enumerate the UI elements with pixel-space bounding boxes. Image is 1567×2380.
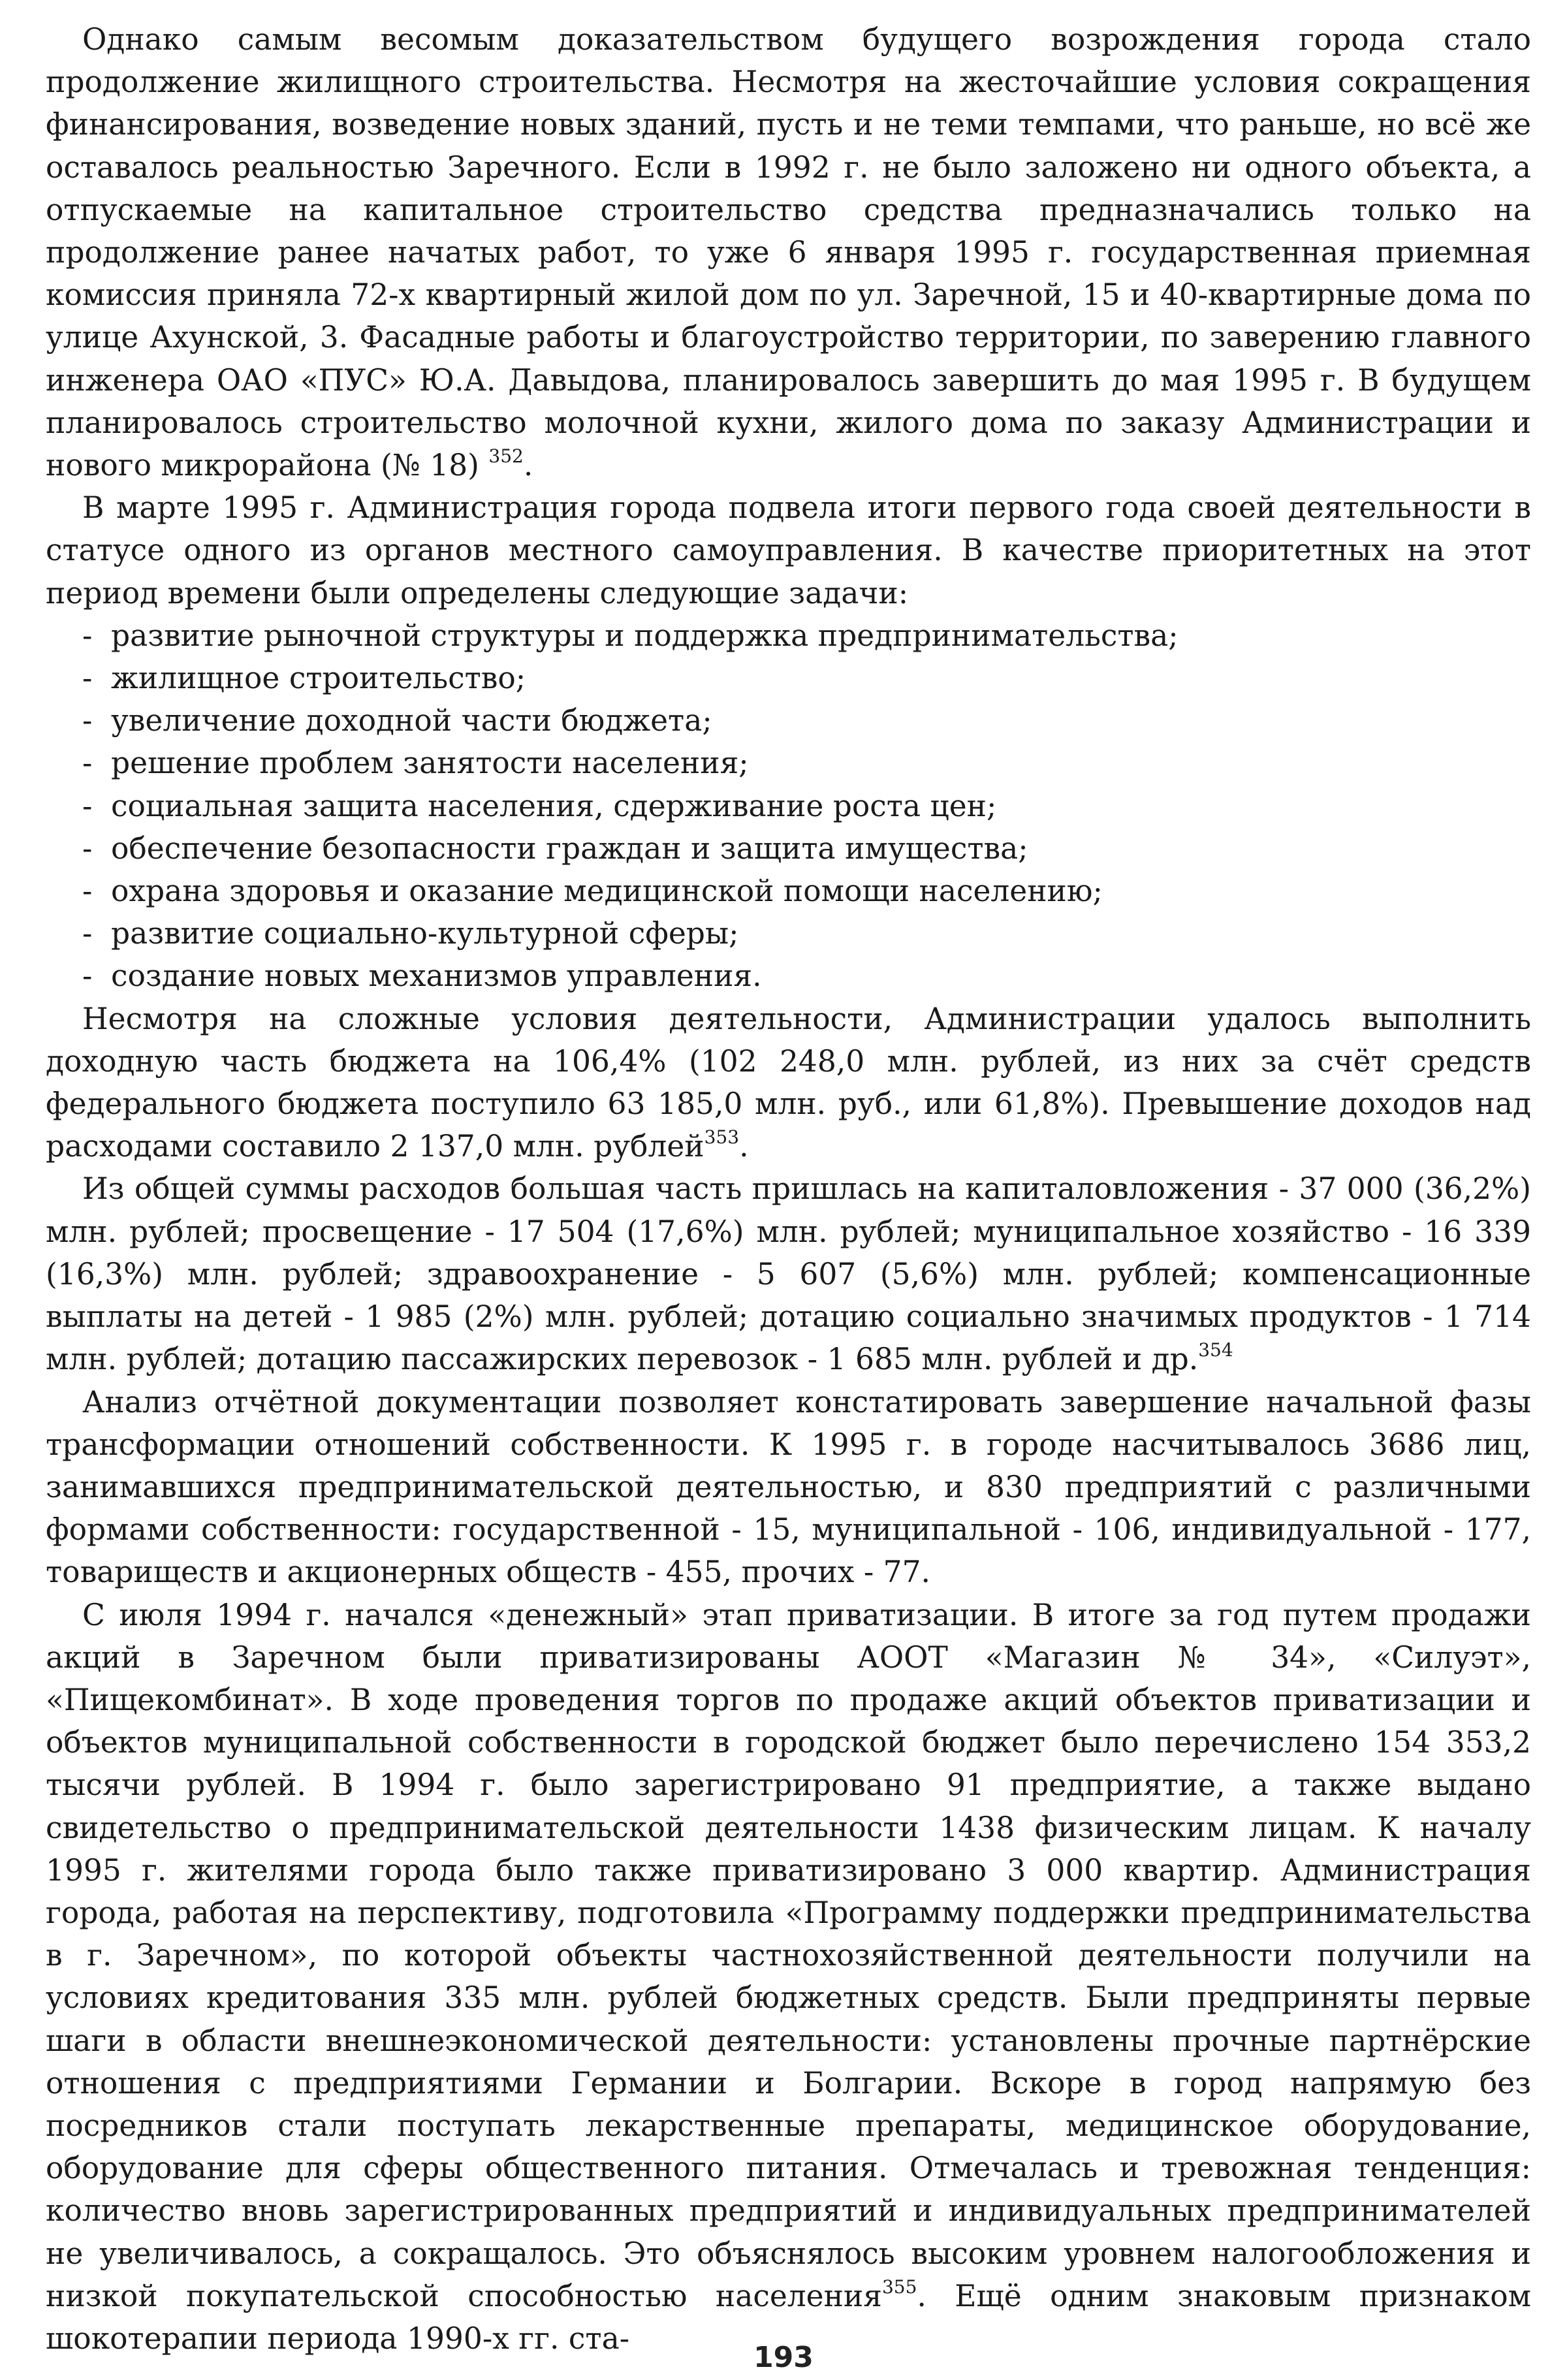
paragraph-tail: .: [739, 1129, 749, 1164]
list-item-text: жилищное строительство;: [111, 661, 526, 696]
list-dash: -: [82, 831, 93, 866]
list-dash: -: [82, 916, 93, 951]
paragraph-administration-results: [46, 486, 1531, 614]
list-dash: -: [82, 874, 93, 909]
list-item: [46, 870, 1531, 912]
list-item: [46, 742, 1531, 784]
list-dash: -: [82, 959, 93, 994]
footnote-ref-353[interactable]: 353: [704, 1126, 740, 1149]
paragraph-text: С июля 1994 г. начался «денежный» этап приватизации. В итоге за год путем продажи акций в Заречном были приватизированы АООТ «Магазин № 34», «Силуэт», «Пищекомбинат». В ходе проведения торгов по продаже акций объектов приватизации и объектов муниципальной собственности в городской бюджет было перечислено 154 353,2 тысячи рублей. В 1994 г. было зарегистрировано 91 предприятие, а также выдано свидетельство о предпринимательской деятельности 1438 физическим лицам. К началу 1995 г. жителями города было также приватизировано 3 000 квартир. Администрация города, работая на перспективу, подготовила «Программу поддержки предпринимательства в г. Заречном», по которой объекты частнохозяйственной деятельности получили на условиях кредитования 335 млн. рублей бюджетных средств. Были предприняты первые шаги в области внешнеэкономической деятельности: установлены прочные партнёрские отношения с предприятиями Германии и Болгарии. Вскоре в город напрямую без посредников стали поступать лекарственные препараты, медицинское оборудование, оборудование для сферы общественного питания. Отмечалась и тревожная тенденция: количество вновь зарегистрированных предприятий и индивидуальных предпринимателей не увеличивалось, а сокращалось. Это объяснялось высоким уровнем налогообложения и низкой покупательской способностью населения: [46, 1597, 1531, 2313]
list-item-text: увеличение доходной части бюджета;: [111, 703, 712, 738]
list-item-text: обеспечение безопасности граждан и защита имущества;: [111, 831, 1028, 866]
footnote-ref-354[interactable]: 354: [1198, 1339, 1233, 1361]
paragraph-text: Несмотря на сложные условия деятельности, Администрации удалось выполнить доходную часть бюджета на 106,4% (102 248,0 млн. рублей, из них за счёт средств федерального бюджета поступило 63 185,0 млн. руб., или 61,8%). Превышение доходов над расходами составило 2 137,0 млн. рублей: [46, 1001, 1531, 1164]
list-item-text: создание новых механизмов управления.: [111, 959, 762, 994]
list-dash: -: [82, 618, 93, 653]
list-item: [46, 955, 1531, 997]
paragraph-text: В марте 1995 г. Администрация города подвела итоги первого года своей деятельности в статусе одного из органов местного самоуправления. В качестве приоритетных на этот период времени были определены следующие задачи:: [46, 490, 1531, 611]
list-item: [46, 827, 1531, 870]
paragraph-privatization: [46, 1594, 1531, 2360]
footnote-ref-352[interactable]: 352: [488, 445, 524, 467]
list-item: [46, 912, 1531, 955]
list-item: [46, 785, 1531, 827]
page-number: 193: [753, 2341, 814, 2374]
list-item: [46, 657, 1531, 699]
paragraph-text: Анализ отчётной документации позволяет констатировать завершение начальной фазы трансформации отношений собственности. К 1995 г. в городе насчитывалось 3686 лиц, занимавшихся предпринимательской деятельностью, и 830 предприятий с различными формами собственности: государственной - 15, муниципальной - 106, индивидуальной - 177, товариществ и акционерных обществ - 455, прочих - 77.: [46, 1384, 1531, 1590]
list-dash: -: [82, 746, 93, 781]
list-item: [46, 614, 1531, 657]
paragraph-text: Однако самым весомым доказательством будущего возрождения города стало продолжение жилищного строительства. Несмотря на жесточайшие условия сокращения финансирования, возведение новых зданий, пусть и не теми темпами, что раньше, но всё же оставалось реальностью Заречного. Если в 1992 г. не было заложено ни одного объекта, а отпускаемые на капитальное строительство средства предназначались только на продолжение ранее начатых работ, то уже 6 января 1995 г. государственная приемная комиссия приняла 72-х квартирный жилой дом по ул. Заречной, 15 и 40-квартирные дома по улице Ахунской, 3. Фасадные работы и благоустройство территории, по заверению главного инженера ОАО «ПУС» Ю.А. Давыдова, планировалось завершить до мая 1995 г. В будущем планировалось строительство молочной кухни, жилого дома по заказу Администрации и нового микрорайона (№ 18): [46, 22, 1531, 483]
list-item-text: развитие рыночной структуры и поддержка предпринимательства;: [111, 618, 1179, 653]
list-item-text: решение проблем занятости населения;: [111, 746, 749, 781]
document-page: [46, 18, 1531, 2356]
paragraph-housing-construction: [46, 18, 1531, 486]
paragraph-tail: .: [523, 448, 533, 483]
paragraph-ownership-transformation: [46, 1381, 1531, 1594]
list-item: [46, 699, 1531, 742]
list-item-text: социальная защита населения, сдерживание роста цен;: [111, 788, 997, 823]
paragraph-budget-expenses: [46, 1167, 1531, 1380]
list-dash: -: [82, 703, 93, 738]
list-item-text: развитие социально-культурной сферы;: [111, 916, 739, 951]
priority-tasks-list: [46, 614, 1531, 998]
footnote-ref-355[interactable]: 355: [881, 2276, 917, 2298]
list-dash: -: [82, 788, 93, 823]
paragraph-text: Из общей суммы расходов большая часть пришлась на капиталовложения - 37 000 (36,2%) млн. рублей; просвещение - 17 504 (17,6%) млн. рублей; муниципальное хозяйство - 16 339 (16,3%) млн. рублей; здравоохранение - 5 607 (5,6%) млн. рублей; компенсационные выплаты на детей - 1 985 (2%) млн. рублей; дотацию социально значимых продуктов - 1 714 млн. рублей; дотацию пассажирских перевозок - 1 685 млн. рублей и др.: [46, 1171, 1531, 1377]
paragraph-tail: . Ещё одним знаковым признаком шокотерапии периода 1990-х гг. ста-: [46, 2278, 1531, 2356]
paragraph-budget-income: [46, 998, 1531, 1168]
list-dash: -: [82, 661, 93, 696]
list-item-text: охрана здоровья и оказание медицинской помощи населению;: [111, 874, 1103, 909]
